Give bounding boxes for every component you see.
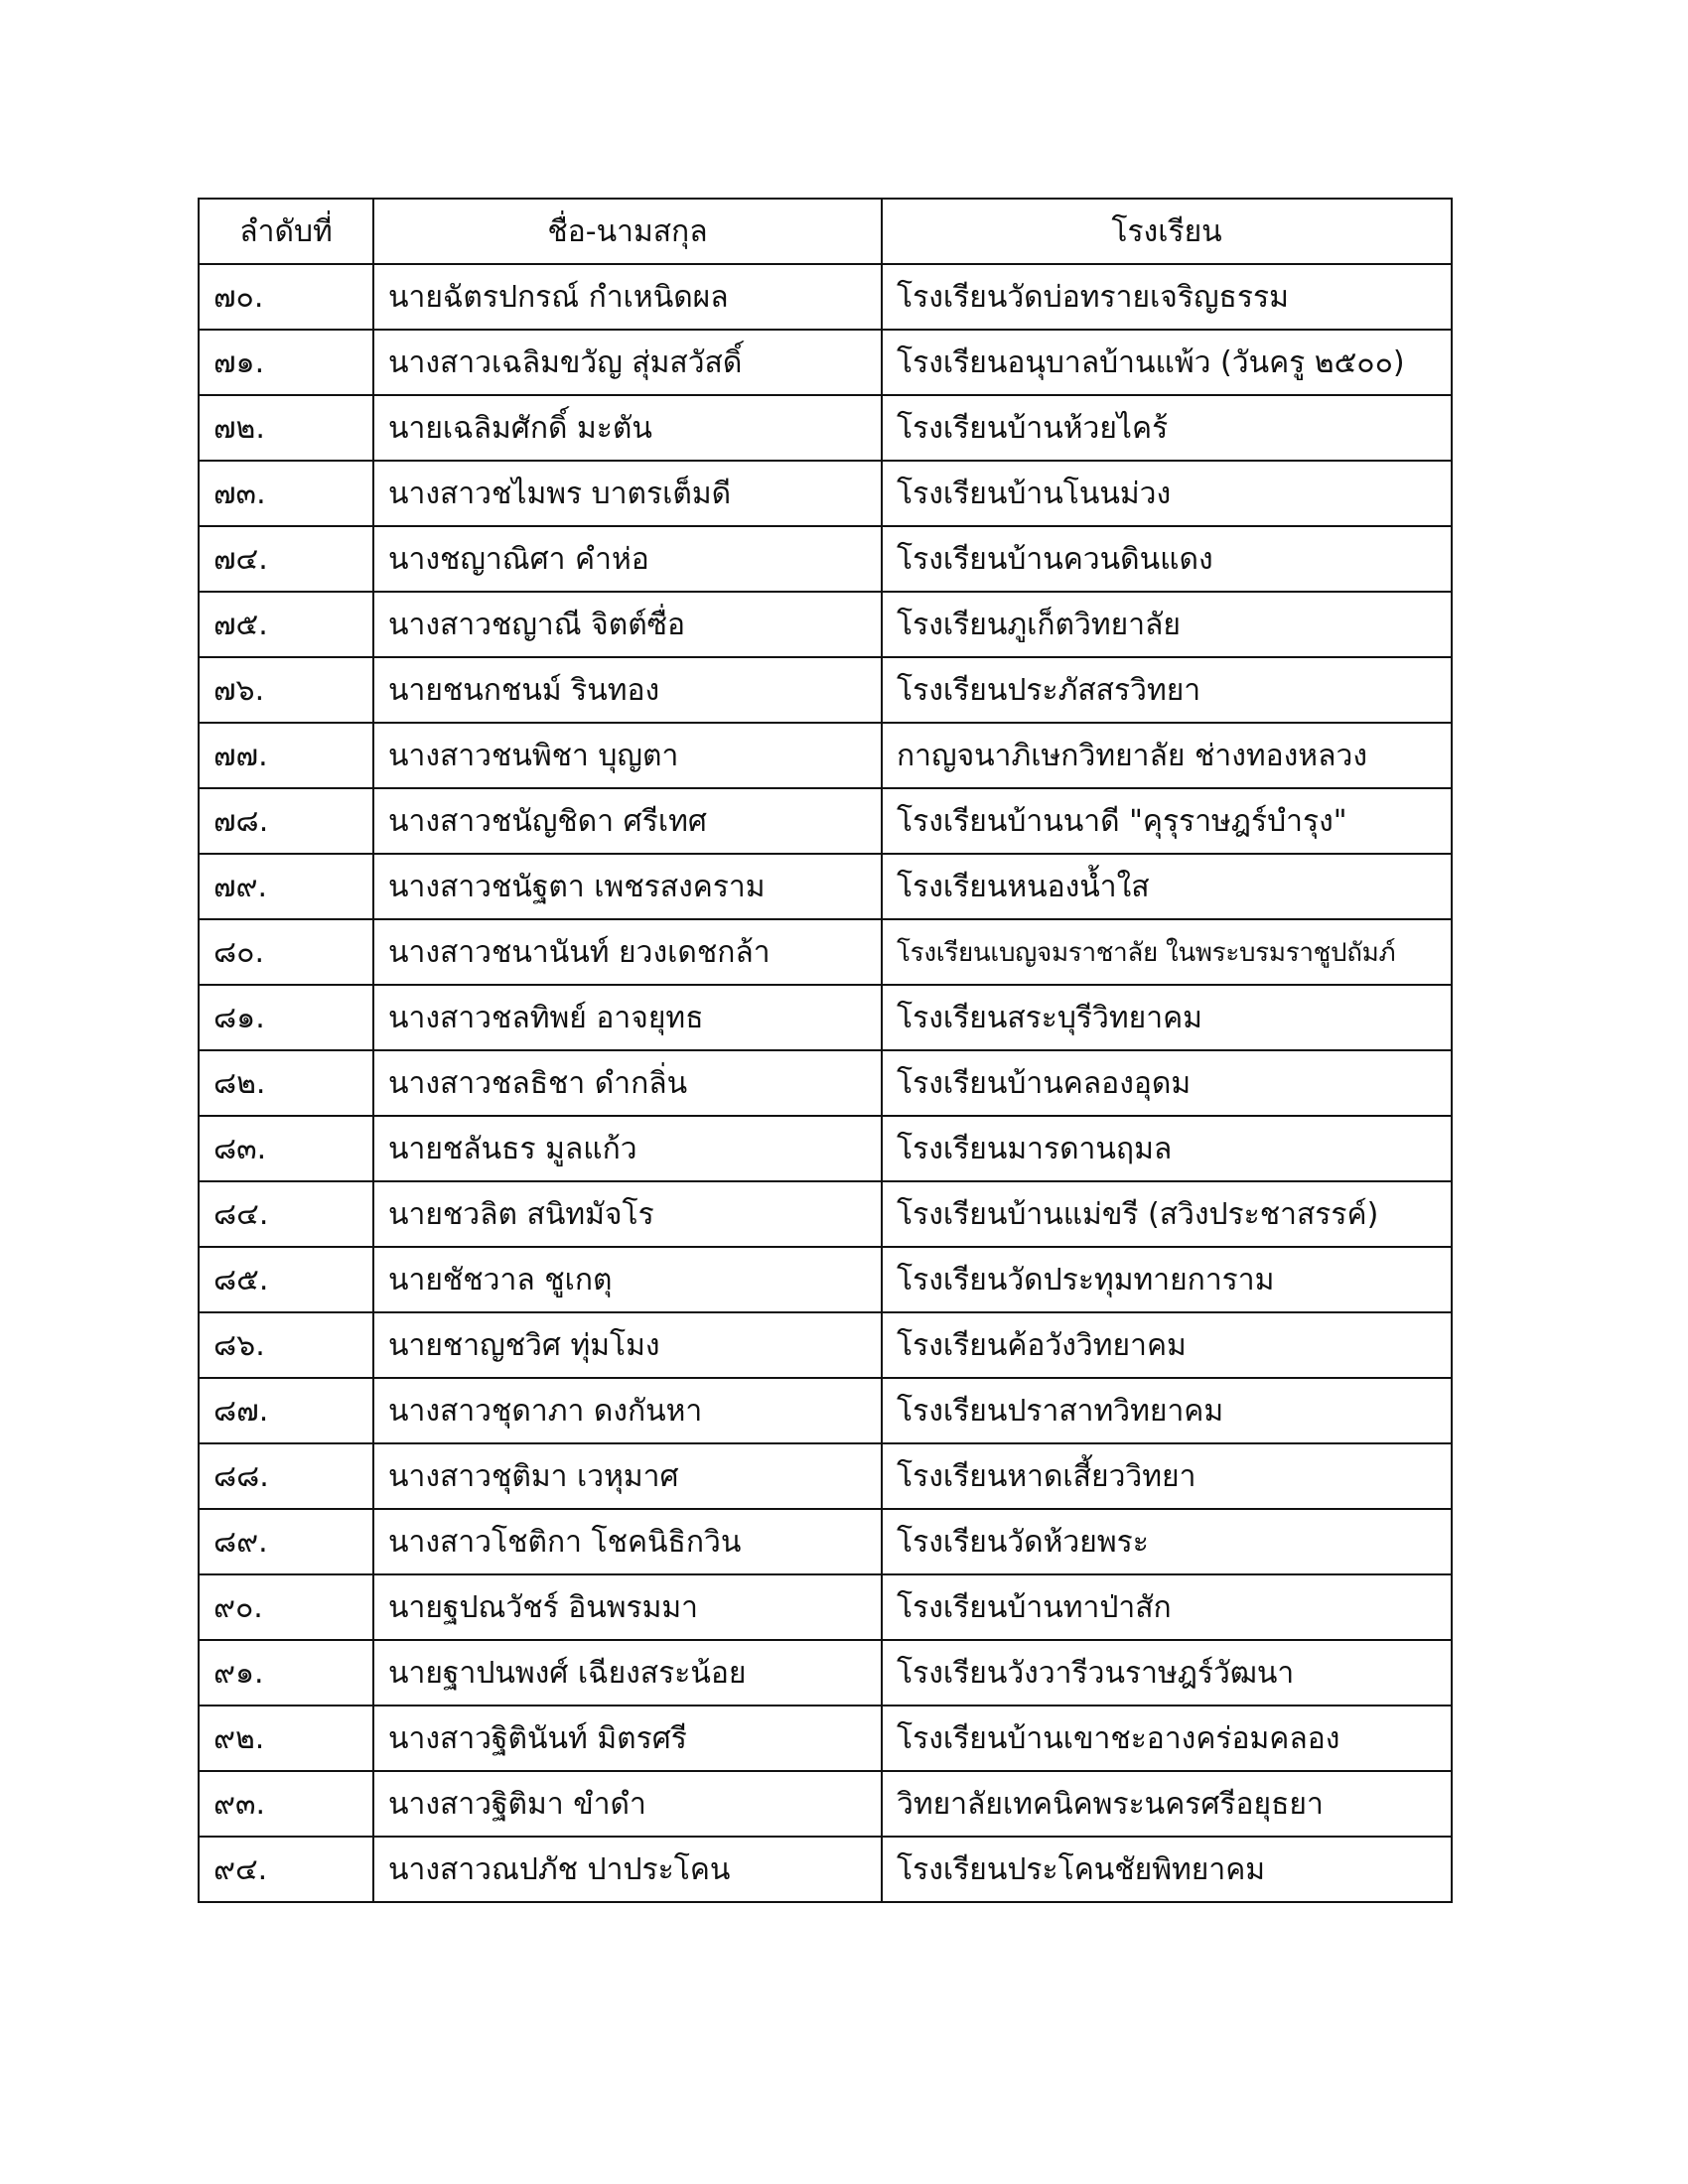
order-number-cell: ๙๑. — [199, 1640, 373, 1706]
table-row — [199, 919, 1452, 985]
full-name-cell: นางสาวชลธิชา ดำกลิ่น — [373, 1050, 882, 1116]
order-number-cell: ๗๑. — [199, 330, 373, 395]
school-cell: กาญจนาภิเษกวิทยาลัย ช่างทองหลวง — [882, 723, 1452, 788]
order-number-cell: ๘๑. — [199, 985, 373, 1050]
order-number-cell: ๗๒. — [199, 395, 373, 461]
full-name-cell: นางสาวชไมพร บาตรเต็มดี — [373, 461, 882, 526]
table-row — [199, 1443, 1452, 1509]
full-name-cell: นางสาวชุดาภา ดงกันหา — [373, 1378, 882, 1443]
table-row — [199, 526, 1452, 592]
order-number-cell: ๗๐. — [199, 264, 373, 330]
full-name-cell: นายชลันธร มูลแก้ว — [373, 1116, 882, 1181]
full-name-cell: นางสาวชนัญชิดา ศรีเทศ — [373, 788, 882, 854]
full-name-cell: นางสาวชนัฐตา เพชรสงคราม — [373, 854, 882, 919]
order-number-cell: ๗๔. — [199, 526, 373, 592]
table-row — [199, 657, 1452, 723]
school-cell: โรงเรียนบ้านเขาชะอางคร่อมคลอง — [882, 1706, 1452, 1771]
table-row — [199, 592, 1452, 657]
table-row — [199, 723, 1452, 788]
order-number-cell: ๘๓. — [199, 1116, 373, 1181]
header-full-name: ชื่อ-นามสกุล — [373, 199, 882, 264]
school-cell: โรงเรียนวัดห้วยพระ — [882, 1509, 1452, 1574]
full-name-cell: นายชวลิต สนิทมัจโร — [373, 1181, 882, 1247]
table-row — [199, 1837, 1452, 1902]
roster-table — [198, 198, 1453, 1903]
full-name-cell: นางชญาณิศา คำห่อ — [373, 526, 882, 592]
school-cell: โรงเรียนปราสาทวิทยาคม — [882, 1378, 1452, 1443]
order-number-cell: ๘๙. — [199, 1509, 373, 1574]
table-row — [199, 1312, 1452, 1378]
order-number-cell: ๗๓. — [199, 461, 373, 526]
order-number-cell: ๗๕. — [199, 592, 373, 657]
table-row — [199, 395, 1452, 461]
order-number-cell: ๗๘. — [199, 788, 373, 854]
school-cell: โรงเรียนวังวารีวนราษฎร์วัฒนา — [882, 1640, 1452, 1706]
school-cell: โรงเรียนเบญจมราชาลัย ในพระบรมราชูปถัมภ์ — [882, 919, 1452, 985]
table-row — [199, 788, 1452, 854]
school-cell: โรงเรียนหาดเสี้ยววิทยา — [882, 1443, 1452, 1509]
table-row — [199, 1378, 1452, 1443]
header-row — [199, 199, 1452, 264]
table-row — [199, 1050, 1452, 1116]
school-cell: โรงเรียนบ้านคลองอุดม — [882, 1050, 1452, 1116]
order-number-cell: ๙๒. — [199, 1706, 373, 1771]
full-name-cell: นายชาญชวิศ ทุ่มโมง — [373, 1312, 882, 1378]
table-row — [199, 1116, 1452, 1181]
table-row — [199, 854, 1452, 919]
order-number-cell: ๘๒. — [199, 1050, 373, 1116]
table-row — [199, 1574, 1452, 1640]
full-name-cell: นายฐาปนพงศ์ เฉียงสระน้อย — [373, 1640, 882, 1706]
school-cell: โรงเรียนหนองน้ำใส — [882, 854, 1452, 919]
full-name-cell: นางสาวฐิตินันท์ มิตรศรี — [373, 1706, 882, 1771]
full-name-cell: นางสาวฐิติมา ขำดำ — [373, 1771, 882, 1837]
school-cell: โรงเรียนภูเก็ตวิทยาลัย — [882, 592, 1452, 657]
table-row — [199, 330, 1452, 395]
school-cell: โรงเรียนประโคนชัยพิทยาคม — [882, 1837, 1452, 1902]
header-order-number: ลำดับที่ — [199, 199, 373, 264]
full-name-cell: นางสาวชุติมา เวหุมาศ — [373, 1443, 882, 1509]
order-number-cell: ๘๐. — [199, 919, 373, 985]
school-cell: โรงเรียนบ้านทาป่าสัก — [882, 1574, 1452, 1640]
table-row — [199, 1640, 1452, 1706]
school-cell: โรงเรียนประภัสสรวิทยา — [882, 657, 1452, 723]
table-row — [199, 1509, 1452, 1574]
table-row — [199, 1247, 1452, 1312]
order-number-cell: ๘๘. — [199, 1443, 373, 1509]
school-cell: วิทยาลัยเทคนิคพระนครศรีอยุธยา — [882, 1771, 1452, 1837]
school-cell: โรงเรียนบ้านแม่ขรี (สวิงประชาสรรค์) — [882, 1181, 1452, 1247]
school-cell: โรงเรียนวัดประทุมทายการาม — [882, 1247, 1452, 1312]
school-cell: โรงเรียนบ้านนาดี "คุรุราษฎร์บำรุง" — [882, 788, 1452, 854]
school-cell: โรงเรียนบ้านควนดินแดง — [882, 526, 1452, 592]
table-row — [199, 1771, 1452, 1837]
full-name-cell: นายชนกชนม์ รินทอง — [373, 657, 882, 723]
order-number-cell: ๗๙. — [199, 854, 373, 919]
header-school: โรงเรียน — [882, 199, 1452, 264]
full-name-cell: นายฉัตรปกรณ์ กำเหนิดผล — [373, 264, 882, 330]
table-row — [199, 264, 1452, 330]
full-name-cell: นางสาวเฉลิมขวัญ สุ่มสวัสดิ์ — [373, 330, 882, 395]
full-name-cell: นางสาวชญาณี จิตต์ซื่อ — [373, 592, 882, 657]
full-name-cell: นายเฉลิมศักดิ์ มะตัน — [373, 395, 882, 461]
full-name-cell: นางสาวชนานันท์ ยวงเดชกล้า — [373, 919, 882, 985]
school-cell: โรงเรียนอนุบาลบ้านแพ้ว (วันครู ๒๕๐๐) — [882, 330, 1452, 395]
school-cell: โรงเรียนวัดบ่อทรายเจริญธรรม — [882, 264, 1452, 330]
table-row — [199, 1181, 1452, 1247]
order-number-cell: ๙๐. — [199, 1574, 373, 1640]
order-number-cell: ๘๗. — [199, 1378, 373, 1443]
order-number-cell: ๗๗. — [199, 723, 373, 788]
school-cell: โรงเรียนบ้านโนนม่วง — [882, 461, 1452, 526]
school-cell: โรงเรียนค้อวังวิทยาคม — [882, 1312, 1452, 1378]
school-cell: โรงเรียนมารดานฤมล — [882, 1116, 1452, 1181]
order-number-cell: ๙๓. — [199, 1771, 373, 1837]
full-name-cell: นายฐปณวัชร์ อินพรมมา — [373, 1574, 882, 1640]
school-cell: โรงเรียนบ้านห้วยไคร้ — [882, 395, 1452, 461]
order-number-cell: ๘๔. — [199, 1181, 373, 1247]
table-row — [199, 1706, 1452, 1771]
full-name-cell: นางสาวโชติกา โชคนิธิกวิน — [373, 1509, 882, 1574]
table-row — [199, 461, 1452, 526]
full-name-cell: นางสาวชลทิพย์ อาจยุทธ — [373, 985, 882, 1050]
full-name-cell: นางสาวณปภัช ปาประโคน — [373, 1837, 882, 1902]
order-number-cell: ๙๔. — [199, 1837, 373, 1902]
full-name-cell: นายชัชวาล ชูเกตุ — [373, 1247, 882, 1312]
order-number-cell: ๗๖. — [199, 657, 373, 723]
roster-body — [199, 264, 1452, 1902]
school-cell: โรงเรียนสระบุรีวิทยาคม — [882, 985, 1452, 1050]
order-number-cell: ๘๕. — [199, 1247, 373, 1312]
full-name-cell: นางสาวชนพิชา บุญตา — [373, 723, 882, 788]
order-number-cell: ๘๖. — [199, 1312, 373, 1378]
table-row — [199, 985, 1452, 1050]
